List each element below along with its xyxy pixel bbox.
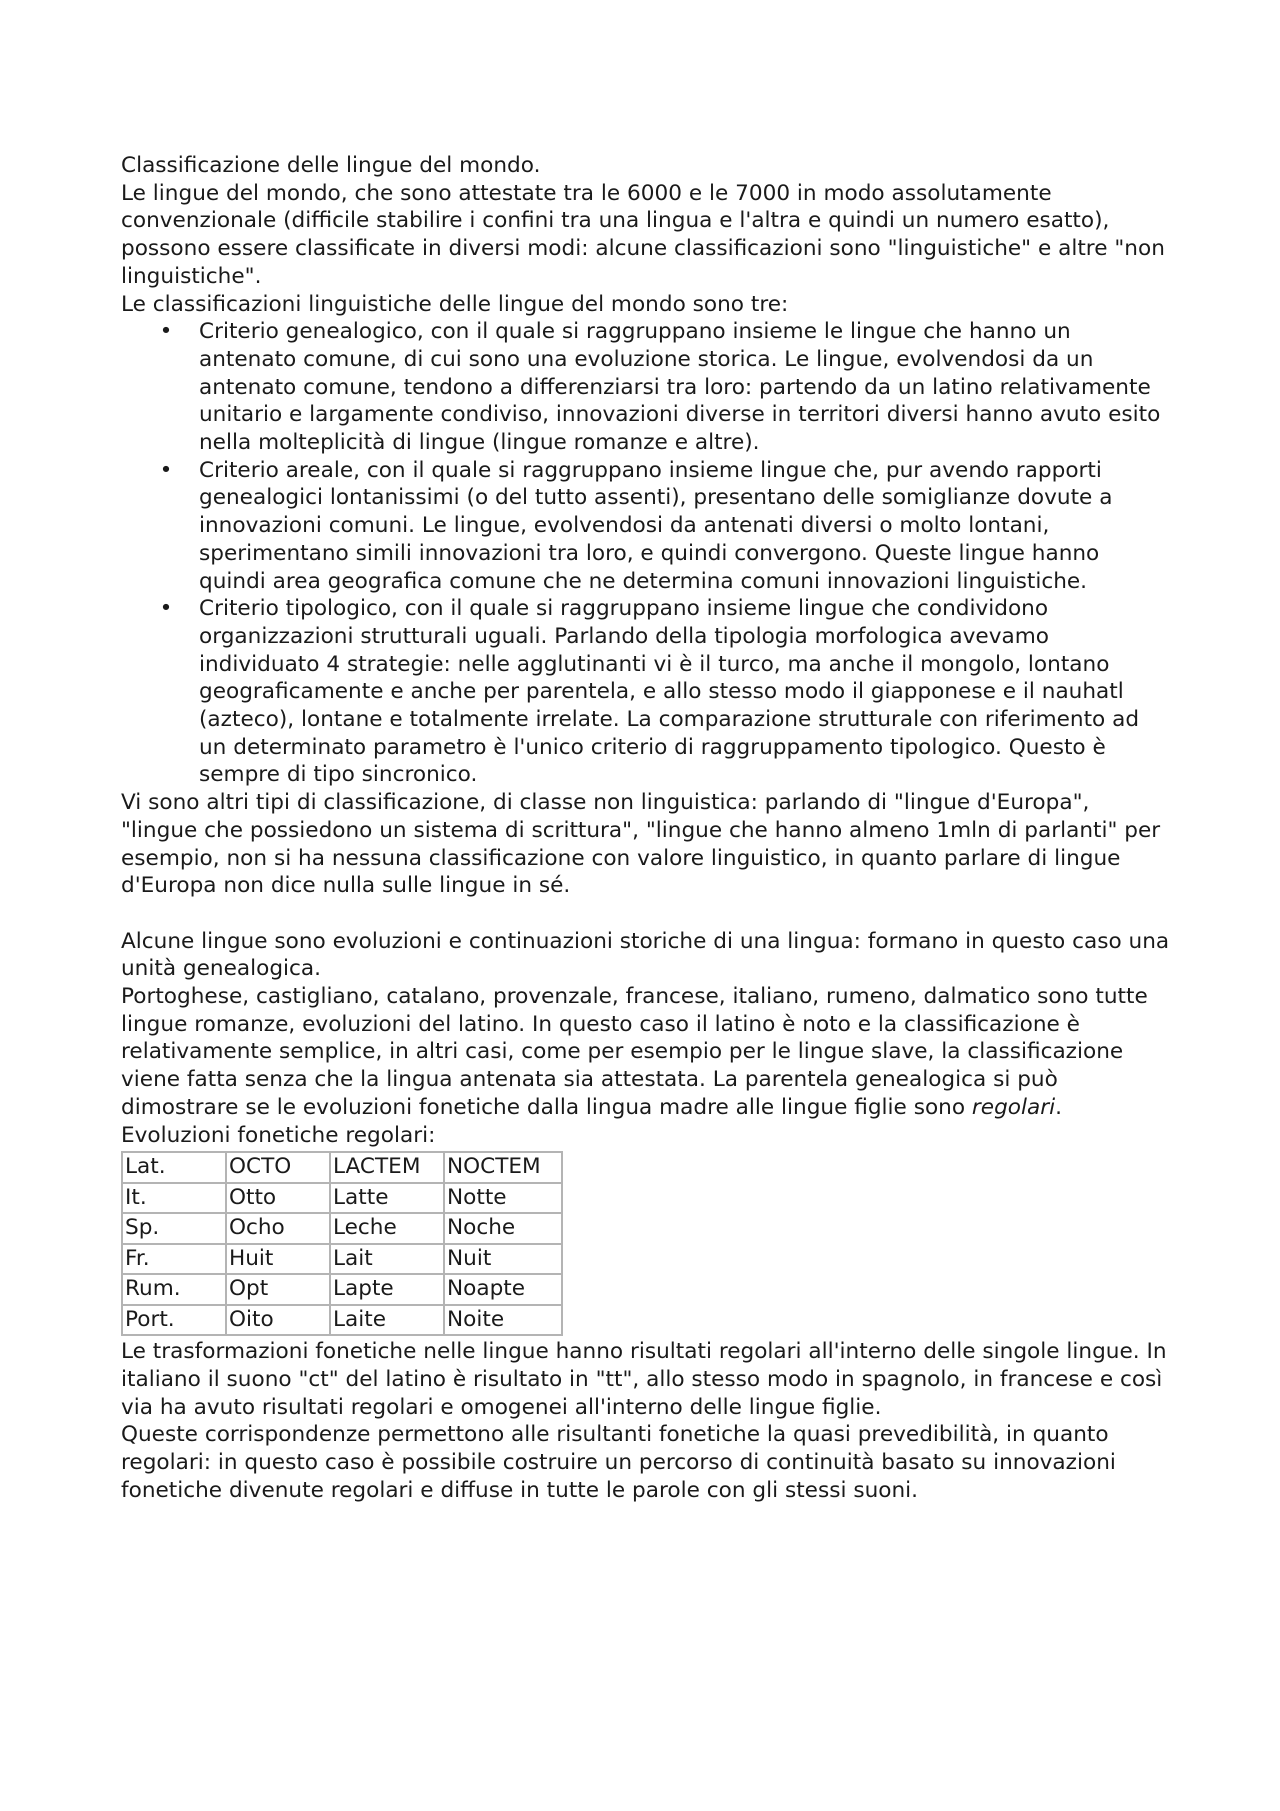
table-cell: NOCTEM xyxy=(444,1152,562,1183)
bullet-icon: • xyxy=(159,319,173,345)
criteria-item-areale xyxy=(159,457,1171,596)
intro-lead-paragraph: Le classificazioni linguistiche delle lingue del mondo sono tre: xyxy=(121,291,789,317)
table-cell: Fr. xyxy=(122,1244,226,1275)
table-row xyxy=(122,1244,562,1275)
table-cell: Notte xyxy=(444,1183,562,1214)
table-cell: It. xyxy=(122,1183,226,1214)
intro-paragraph: Le lingue del mondo, che sono attestate tra le 6000 e le 7000 in modo assolutamente convenzionale (difficile stabilire i confini tra una lingua e l'altra e quindi un numero esatto), possono essere classificate in diversi modi: alcune classificazioni sono "linguistiche" e altre "non linguistiche". xyxy=(121,180,1165,289)
table-cell: Noite xyxy=(444,1305,562,1336)
table-cell: Latte xyxy=(330,1183,444,1214)
table-cell: Opt xyxy=(226,1274,330,1305)
bullet-icon: • xyxy=(159,596,173,622)
romance-end: . xyxy=(1055,1094,1062,1120)
table-cell: LACTEM xyxy=(330,1152,444,1183)
table-cell: Laite xyxy=(330,1305,444,1336)
table-cell: Oito xyxy=(226,1305,330,1336)
criteria-item-text: Criterio areale, con il quale si raggruppano insieme lingue che, pur avendo rapporti genealogici lontanissimi (o del tutto assenti), presentano delle somiglianze dovute a innovazioni comuni. Le lingue, evolvendosi da antenati diversi o molto lontani, sperimentano simili innovazioni tra loro, e quindi convergono. Queste lingue hanno quindi area geografica comune che ne determina comuni innovazioni linguistiche. xyxy=(199,457,1113,594)
criteria-list xyxy=(121,318,1171,789)
table-row xyxy=(122,1213,562,1244)
table-row xyxy=(122,1274,562,1305)
table-cell: Otto xyxy=(226,1183,330,1214)
romance-text: Portoghese, castigliano, catalano, provenzale, francese, italiano, rumeno, dalmatico sono tutte lingue romanze, evoluzioni del latino. In questo caso il latino è noto e la classificazione è relativamente semplice, in altri casi, come per esempio per le lingue slave, la classificazione viene fatta senza che la lingua antenata sia attestata. La parentela genealogica si può dimostrare se le evoluzioni fonetiche dalla lingua madre alle lingue figlie sono xyxy=(121,984,1148,1120)
table-row xyxy=(122,1183,562,1214)
non-linguistic-paragraph: Vi sono altri tipi di classificazione, di classe non linguistica: parlando di "lingue d'Europa", "lingue che possiedono un sistema di scrittura", "lingue che hanno almeno 1mln di parlanti" per esempio, non si ha nessuna classificazione con valore linguistico, in quanto parlare di lingue d'Europa non dice nulla sulle lingue in sé. xyxy=(121,790,1161,899)
table-cell: Sp. xyxy=(122,1213,226,1244)
closing-paragraph: Queste corrispondenze permettono alle risultanti fonetiche la quasi prevedibilità, in quanto regolari: in questo caso è possibile costruire un percorso di continuità basato su innovazioni fonetiche divenute regolari e diffuse in tutte le parole con gli stessi suoni. xyxy=(121,1422,1116,1503)
table-cell: Lapte xyxy=(330,1274,444,1305)
bullet-icon: • xyxy=(159,457,173,483)
table-cell: Nuit xyxy=(444,1244,562,1275)
romance-emphasis: regolari xyxy=(971,1094,1056,1120)
table-cell: Leche xyxy=(330,1213,444,1244)
table-row xyxy=(122,1305,562,1336)
table-cell: Huit xyxy=(226,1244,330,1275)
genealogical-unit-paragraph: Alcune lingue sono evoluzioni e continuazioni storiche di una lingua: formano in questo caso una unità genealogica. xyxy=(121,928,1170,982)
document-body xyxy=(121,152,1171,1505)
table-cell: Ocho xyxy=(226,1213,330,1244)
criteria-item-tipologico xyxy=(159,595,1171,789)
table-cell: Lat. xyxy=(122,1152,226,1183)
document-title: Classificazione delle lingue del mondo. xyxy=(121,153,541,178)
table-row xyxy=(122,1152,562,1183)
criteria-item-text: Criterio tipologico, con il quale si raggruppano insieme lingue che condividono organizzazioni strutturali uguali. Parlando della tipologia morfologica avevamo individuato 4 strategie: nelle agglutinanti vi è il turco, ma anche il mongolo, lontano geograficamente e anche per parentela, e allo stesso modo il giapponese e il nauhatl (azteco), lontane e totalmente irrelate. La comparazione strutturale con riferimento ad un determinato parametro è l'unico criterio di raggruppamento tipologico. Questo è sempre di tipo sincronico. xyxy=(199,596,1140,788)
table-caption: Evoluzioni fonetiche regolari: xyxy=(121,1122,436,1148)
table-cell: Noche xyxy=(444,1213,562,1244)
romance-paragraph xyxy=(121,983,1171,1122)
blank-line xyxy=(121,900,1171,928)
after-table-paragraph: Le trasformazioni fonetiche nelle lingue hanno risultati regolari all'interno delle singole lingue. In italiano il suono "ct" del latino è risultato in "tt", allo stesso modo in spagnolo, in francese e così via ha avuto risultati regolari e omogenei all'interno delle lingue figlie. xyxy=(121,1339,1167,1420)
phonetic-evolution-table xyxy=(121,1151,563,1336)
table-cell: Lait xyxy=(330,1244,444,1275)
table-cell: Port. xyxy=(122,1305,226,1336)
table-cell: Rum. xyxy=(122,1274,226,1305)
criteria-item-text: Criterio genealogico, con il quale si raggruppano insieme le lingue che hanno un antenato comune, di cui sono una evoluzione storica. Le lingue, evolvendosi da un antenato comune, tendono a differenziarsi tra loro: partendo da un latino relativamente unitario e largamente condiviso, innovazioni diverse in territori diversi hanno avuto esito nella molteplicità di lingue (lingue romanze e altre). xyxy=(199,319,1161,456)
table-cell: OCTO xyxy=(226,1152,330,1183)
table-cell: Noapte xyxy=(444,1274,562,1305)
criteria-item-genealogico xyxy=(159,318,1171,457)
